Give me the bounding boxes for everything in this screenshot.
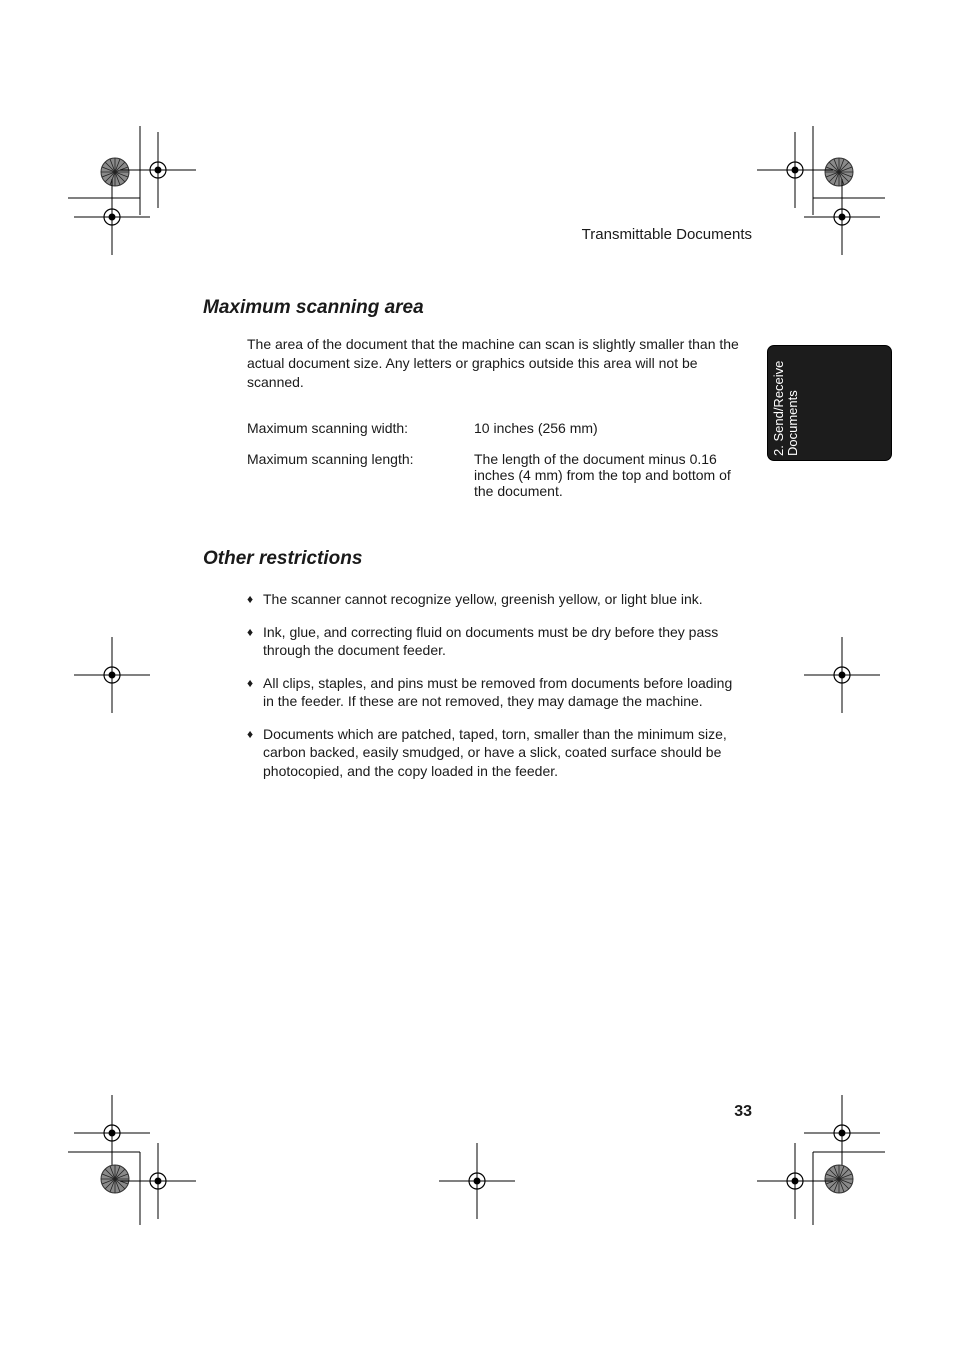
list-item-text: Documents which are patched, taped, torn, smaller than the minimum size, carbon backed, easily smudged, or have a slick, coated surface should be photocopied, and the copy loaded in the feeder.: [263, 725, 727, 779]
crosshair-icon: [804, 179, 880, 255]
star-target-icon: [825, 1165, 853, 1193]
crosshair-icon: [74, 179, 150, 255]
section-title-max-scan: Maximum scanning area: [203, 297, 424, 318]
section-tab: [767, 345, 892, 461]
list-item-text: The scanner cannot recognize yellow, greenish yellow, or light blue ink.: [263, 591, 703, 607]
list-item: [247, 623, 742, 660]
crosshair-icon: [74, 637, 150, 713]
list-item: [247, 725, 742, 781]
running-header: Transmittable Documents: [581, 226, 752, 243]
crosshair-icon: [74, 1095, 150, 1171]
list-item: [247, 590, 742, 609]
diamond-bullet-icon: ♦: [247, 675, 254, 690]
list-item-text: Ink, glue, and correcting fluid on documents must be dry before they pass through the document feeder.: [263, 623, 719, 658]
list-item: [247, 674, 742, 711]
spec-label-length: Maximum scanning length:: [247, 451, 414, 467]
diamond-bullet-icon: ♦: [247, 726, 254, 741]
diamond-bullet-icon: ♦: [247, 592, 254, 606]
crosshair-icon: [757, 1143, 833, 1219]
restrictions-list: [247, 590, 742, 794]
section-tab-label: 2. Send/Receive Documents: [771, 360, 800, 456]
star-target-icon: [101, 1165, 129, 1193]
crosshair-icon: [120, 1143, 196, 1219]
max-scan-paragraph: The area of the document that the machine can scan is slightly smaller than the actual document size. Any letters or graphics outside this area will not be scanned.: [247, 336, 739, 390]
crosshair-icon: [757, 132, 833, 208]
section-title-restrictions: Other restrictions: [203, 548, 363, 569]
spec-value-width: 10 inches (256 mm): [474, 420, 598, 436]
list-item-text: All clips, staples, and pins must be removed from documents before loading in the feeder. If these are not removed, they may damage the machine.: [263, 674, 733, 709]
crosshair-icon: [804, 1095, 880, 1171]
spec-label-width: Maximum scanning width:: [247, 420, 409, 436]
page-number: 33: [734, 1103, 752, 1120]
crosshair-icon: [120, 132, 196, 208]
crosshair-icon: [439, 1143, 515, 1219]
crosshair-icon: [804, 637, 880, 713]
star-target-icon: [825, 158, 853, 186]
spec-value-length: The length of the document minus 0.16 inches (4 mm) from the top and bottom of the document.: [474, 451, 731, 499]
diamond-bullet-icon: ♦: [247, 624, 254, 639]
star-target-icon: [101, 158, 129, 186]
